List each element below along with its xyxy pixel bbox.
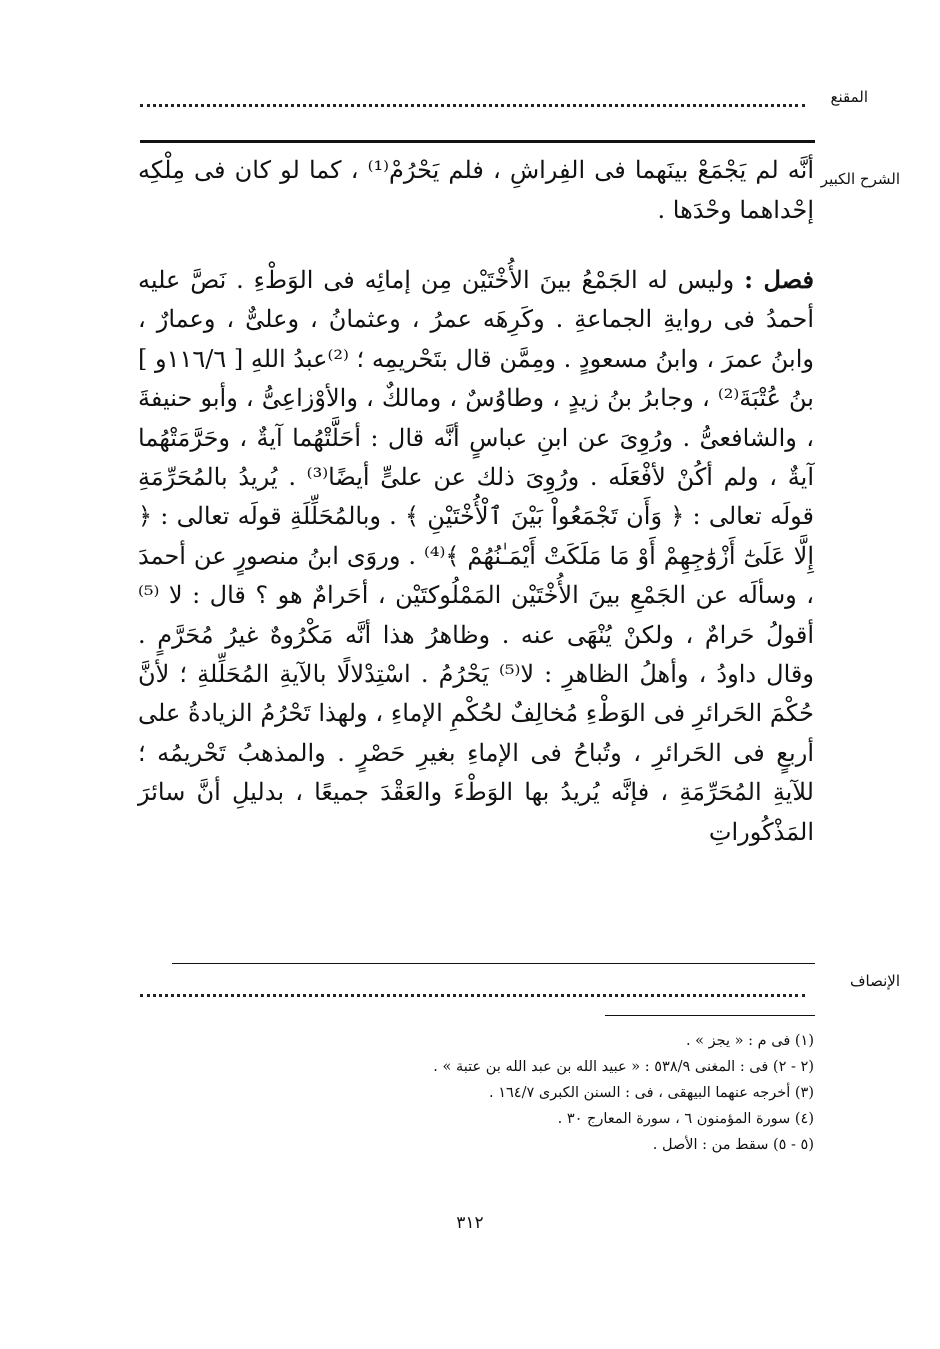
footnote: (٤) سورة المؤمنون ٦ ، سورة المعارج ٣٠ . — [557, 1111, 814, 1127]
footnote: (١) فى م : « يجز » . — [685, 1033, 814, 1049]
footnotes — [134, 1028, 814, 1158]
footnote-rule — [605, 1015, 815, 1016]
muqni-dotted-placeholder — [140, 104, 805, 107]
page-number: ٣١٢ — [456, 1213, 484, 1233]
section-divider — [172, 963, 815, 964]
footnote: (٥ - ٥) سقط من : الأصل . — [652, 1137, 814, 1153]
sharh-paragraph-fasl — [138, 260, 814, 852]
footnote: (٣) أخرجه عنهما البيهقى ، فى : السنن الكبرى ١٦٤/٧ . — [489, 1085, 814, 1101]
sharh-section-label: الشرح الكبير — [820, 170, 900, 188]
paragraph-text-container — [138, 260, 814, 852]
paragraph-text: أنَّه لم يَجْمَعْ بينَهما فى الفِراشِ ، فلم يَحْرُمْ⁽¹⁾ ، كما لو كان فى مِلْكِه إحْداهما وحْدَها . — [138, 156, 814, 224]
top-rule — [140, 140, 815, 143]
fasl-heading: فصل : — [744, 265, 814, 294]
insaf-dotted-placeholder — [140, 994, 805, 997]
insaf-section-label: الإنصاف — [849, 972, 900, 990]
paragraph-text: وليس له الجَمْعُ بينَ الأُخْتَيْن مِن إمائِه فى الوَطْءِ . نَصَّ عليه أحمدُ فى روايةِ الجماعةِ . وكَرِهَه عمرُ ، وعثمانُ ، وعلىٌّ ، وعمارٌ ، وابنُ عمرَ ، وابنُ مسعودٍ . ومِمَّن قال بتَحْريمِه ؛ ⁽²⁾عبدُ اللهِ [ ١١٦/٦و ] بنُ عُتْبَةَ⁽²⁾ ، وجابرُ بنُ زيدٍ ، وطاوُسٌ ، ومالكٌ ، والأوْزاعِىُّ ، وأبو حنيفةَ ، والشافعىُّ . ورُوِىَ عن ابنِ عباسٍ أنَّه قال : أحَلَّتْهُما آيةٌ ، وحَرَّمَتْهُما آيةٌ ، ولم أكُنْ لأفْعَلَه . ورُوِىَ ذلك عن علىٍّ أيضًا⁽³⁾ . يُريدُ بالمُحَرِّمَةِ قولَه تعالى : ﴿ وَأَن تَجْمَعُواْ بَيْنَ ٱلْأُخْتَيْنِ ﴾ . وبالمُحَلِّلَةِ قولَه تعالى : ﴿ إِلَّا عَلَىٰٓ أَزْوَٰجِهِمْ أَوْ مَا مَلَكَتْ أَيْمَـٰنُهُمْ ﴾⁽⁴⁾ . وروَى ابنُ منصورٍ عن أحمدَ ، وسألَه عن الجَمْعِ بينَ الأُخْتَيْن المَمْلُوكتَيْن ، أحَرامٌ هو ؟ قال : لا ⁽⁵⁾أقولُ حَرامٌ ، ولكنْ يُنْهَى عنه . وظاهرُ هذا أنَّه مَكْرُوهٌ غيرُ مُحَرَّمٍ . وقال داودُ ، وأهلُ الظاهرِ : لا⁽⁵⁾ يَحْرُمُ . اسْتِدْلالًا بالآيةِ المُحَلِّلةِ ؛ لأنَّ حُكْمَ الحَرائرِ فى الوَطْءِ مُخالِفٌ لحُكْمِ الإماءِ ، ولهذا تَحْرُمُ الزيادةُ على أربعٍ فى الحَرائرِ ، وتُباحُ فى الإماءِ بغيرِ حَصْرٍ . والمذهبُ تَحْريمُه ؛ للآيةِ المُحَرِّمَةِ ، فإنَّه يُريدُ بها الوَطْءَ والعَقْدَ جميعًا ، بدليلِ أنَّ سائرَ المَذْكُوراتِ — [138, 266, 815, 846]
sharh-paragraph-1 — [138, 150, 814, 230]
muqni-section-label: المقنع — [830, 88, 868, 106]
footnote: (٢ - ٢) فى : المغنى ٥٣٨/٩ : « عبيد الله بن عبد الله بن عتبة » . — [433, 1059, 814, 1075]
